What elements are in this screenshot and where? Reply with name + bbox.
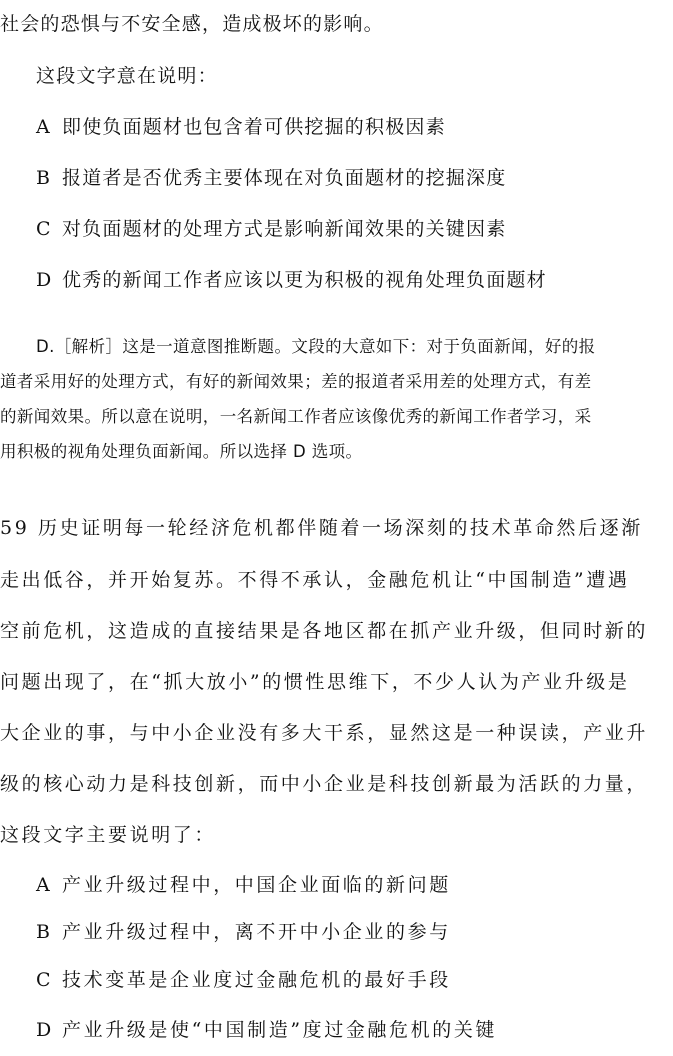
option-c bbox=[36, 217, 506, 241]
question-stem: 这段文字主要说明了： bbox=[0, 824, 217, 846]
option-text: 产业升级是使“中国制造”度过金融危机的关键 bbox=[62, 1019, 498, 1041]
option-d bbox=[36, 268, 547, 292]
option-text: 产业升级过程中，离不开中小企业的参与 bbox=[62, 921, 451, 943]
option-text: 报道者是否优秀主要体现在对负面题材的挖掘深度 bbox=[62, 167, 507, 189]
option-letter: D bbox=[36, 1019, 54, 1041]
question-line: 走出低谷，并开始复苏。不得不承认，金融危机让“中国制造”遭遇 bbox=[0, 569, 630, 591]
option-b bbox=[36, 920, 451, 944]
analysis-line: 用积极的视角处理负面新闻。所以选择 D 选项。 bbox=[0, 442, 363, 461]
question-line: 问题出现了，在“抓大放小”的惯性思维下，不少人认为产业升级是 bbox=[0, 671, 630, 693]
option-text: 产业升级过程中，中国企业面临的新问题 bbox=[62, 874, 451, 896]
passage-continuation: 社会的恐惧与不安全感，造成极坏的影响。 bbox=[0, 13, 384, 35]
option-text: 即使负面题材也包含着可供挖掘的积极因素 bbox=[62, 116, 446, 138]
option-text: 技术变革是企业度过金融危机的最好手段 bbox=[62, 969, 451, 991]
option-letter: A bbox=[36, 874, 53, 896]
question-line: 59 历史证明每一轮经济危机都伴随着一场深刻的技术革命然后逐渐 bbox=[0, 517, 643, 539]
option-letter: C bbox=[36, 218, 52, 240]
question-line: 级的核心动力是科技创新，而中小企业是科技创新最为活跃的力量， bbox=[0, 773, 649, 795]
option-letter: D bbox=[36, 269, 53, 291]
option-letter: C bbox=[36, 969, 54, 991]
analysis-line: 的新闻效果。所以意在说明，一名新闻工作者应该像优秀的新闻工作者学习，采 bbox=[0, 407, 592, 426]
question-line: 空前危机，这造成的直接结果是各地区都在抓产业升级，但同时新的 bbox=[0, 620, 649, 642]
option-text: 优秀的新闻工作者应该以更为积极的视角处理负面题材 bbox=[62, 269, 547, 291]
option-d bbox=[36, 1018, 497, 1042]
option-letter: B bbox=[36, 167, 52, 189]
analysis-line: 道者采用好的处理方式，有好的新闻效果；差的报道者采用差的处理方式，有差 bbox=[0, 372, 592, 391]
option-c bbox=[36, 968, 451, 992]
question-line: 大企业的事，与中小企业没有多大干系，显然这是一种误读，产业升 bbox=[0, 722, 649, 744]
option-a bbox=[36, 873, 451, 897]
option-a bbox=[36, 115, 446, 139]
option-text: 对负面题材的处理方式是影响新闻效果的关键因素 bbox=[62, 218, 507, 240]
analysis-line: D.［解析］这是一道意图推断题。文段的大意如下：对于负面新闻，好的报 bbox=[36, 337, 596, 356]
question-stem: 这段文字意在说明： bbox=[36, 65, 218, 87]
option-letter: B bbox=[36, 921, 53, 943]
option-letter: A bbox=[36, 116, 51, 138]
option-b bbox=[36, 166, 506, 190]
